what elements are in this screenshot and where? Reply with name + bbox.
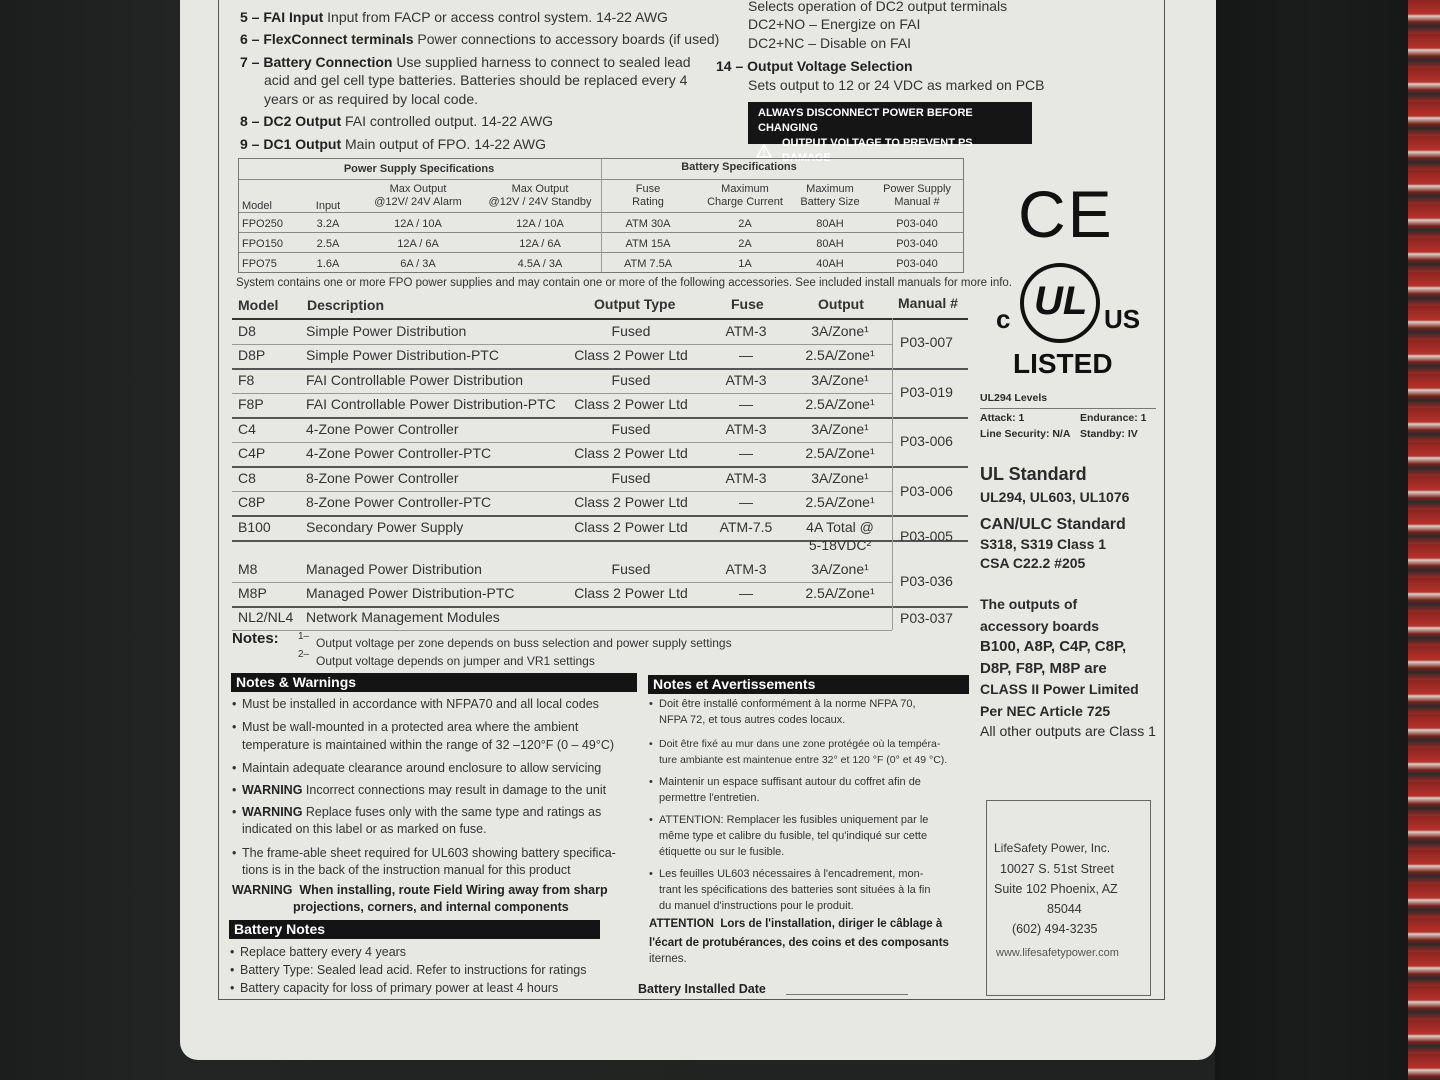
acc-row-separator [232, 515, 968, 517]
spec-cell-r1-c5: 2A [738, 238, 752, 250]
fr-bullet-5-cont: trant les spécifications des batteries sont situées à la fin [659, 884, 931, 896]
nw-warning-label-1: WARNING [242, 783, 303, 797]
spec-cell-r2-c0: FPO75 [242, 258, 277, 270]
spec-cell-r0-c6: 80AH [816, 218, 844, 230]
ul-standard-title: UL Standard [980, 464, 1087, 484]
spec-header-2: Max Output @12V/ 24V Alarm [374, 183, 462, 208]
acc-output-7: 2.5A/Zone¹ [805, 494, 875, 510]
spec-cell-r1-c7: P03-040 [896, 238, 938, 250]
acc-output-type-9: Fused [611, 561, 651, 577]
company-name: LifeSafety Power, Inc. [994, 841, 1111, 855]
nw-bullet-5-text: Replace fuses only with the same type and ratings as [305, 805, 602, 819]
ul-listed-label: LISTED [1013, 348, 1113, 379]
spec-cell-r2-c2: 6A / 3A [400, 258, 436, 270]
ul-standard-list: UL294, UL603, UL1076 [980, 489, 1130, 505]
nw-bullet-4 [242, 781, 606, 799]
nw-bullet-1: • Must be installed in accordance with NFPA70 and all local codes [242, 695, 599, 713]
fr-attention-cont-2: iternes. [649, 953, 687, 965]
warning-line-2: OUTPUT VOLTAGE TO PREVENT PS DAMAGE [781, 137, 973, 164]
circuit-board-edge [1408, 0, 1440, 1080]
outputs-note-5: CLASS II Power Limited [980, 681, 1139, 697]
spec-header-0: Model [242, 200, 272, 212]
acc-description-5: 4-Zone Power Controller-PTC [306, 445, 492, 461]
acc-description-6: 8-Zone Power Controller [306, 470, 459, 486]
acc-output-type-5: Class 2 Power Ltd [574, 445, 688, 461]
can-ulc-standard-title: CAN/ULC Standard [980, 516, 1126, 533]
nw-warning-label-2: WARNING [242, 805, 303, 819]
spec-cell-r1-c4: ATM 15A [625, 238, 671, 250]
battery-note-1: • Replace battery every 4 years [240, 943, 406, 961]
item-8 [240, 112, 553, 130]
acc-fuse-1: — [739, 347, 753, 363]
company-address-box [986, 800, 1151, 996]
spec-cell-r2-c7: P03-040 [896, 258, 938, 270]
battery-note-2: • Battery Type: Sealed lead acid. Refer to instructions for ratings [240, 961, 586, 979]
note-1-mark: 1– [298, 631, 310, 642]
acc-model-0: D8 [238, 323, 256, 339]
acc-model-5: C4P [238, 445, 266, 461]
acc-output-2: 3A/Zone¹ [811, 372, 869, 388]
spec-cell-r2-c4: ATM 7.5A [623, 258, 673, 270]
acc-manual-4: P03-005 [900, 528, 953, 544]
acc-output-10: 2.5A/Zone¹ [805, 585, 875, 601]
acc-description-8: Secondary Power Supply [306, 519, 464, 535]
acc-header-rule [232, 318, 968, 320]
company-address-1: 10027 S. 51st Street [1000, 862, 1114, 876]
spec-cell-r1-c3: 12A / 6A [519, 238, 561, 250]
fr-bullet-4-cont-2: étiquette ou sur le fusible. [659, 846, 785, 858]
item-5-num: 5 – [240, 9, 260, 25]
item-9 [240, 135, 546, 153]
company-phone: (602) 494-3235 [1012, 922, 1098, 936]
acc-fuse-0: ATM-3 [725, 323, 767, 339]
acc-row-separator [232, 630, 892, 631]
can-ulc-standard-2: CSA C22.2 #205 [980, 555, 1086, 571]
item-14-title: 14 – Output Voltage Selection [716, 58, 913, 74]
nw-bullet-6: • The frame-able sheet required for UL603 showing battery specifica- [242, 844, 616, 862]
spec-header-5: Maximum Charge Current [707, 183, 783, 208]
item-7-text-3: years or as required by local code. [264, 91, 478, 107]
spec-cell-r2-c5: 1A [738, 258, 752, 270]
ul294-endurance: Endurance: 1 [1080, 412, 1147, 424]
fr-bullet-2: • Doit être fixé au mur dans une zone protégée où la tempéra- [659, 737, 940, 751]
item-7-text-2: acid and gel cell type batteries. Batteries should be replaced every 4 [264, 72, 688, 88]
dc2-operation-text: Selects operation of DC2 output terminals [748, 0, 1008, 14]
acc-manual-6: P03-037 [900, 610, 953, 626]
acc-fuse-6: ATM-3 [725, 470, 767, 486]
nw-bullet-2: • Must be wall-mounted in a protected area where the ambient [242, 718, 578, 736]
acc-manual-1: P03-019 [900, 384, 953, 400]
spec-cell-r2-c1: 1.6A [316, 258, 340, 270]
outputs-note-4: D8P, F8P, M8P are [980, 660, 1107, 677]
outputs-note-3: B100, A8P, C4P, C8P, [980, 638, 1127, 655]
acc-description-10: Managed Power Distribution-PTC [306, 585, 515, 601]
nw-warning-label-3: WARNING [232, 883, 293, 897]
acc-row-separator [232, 442, 892, 443]
acc-model-1: D8P [238, 347, 266, 363]
acc-description-2: FAI Controllable Power Distribution [306, 372, 524, 388]
warning-line-1: ALWAYS DISCONNECT POWER BEFORE CHANGING [758, 107, 973, 134]
acc-row-separator [232, 582, 892, 583]
acc-manual-2: P03-006 [900, 433, 953, 449]
acc-output-type-8: Class 2 Power Ltd [574, 519, 688, 535]
spec-header-4: Fuse Rating [632, 183, 664, 208]
acc-manual-3: P03-006 [900, 483, 953, 499]
battery-installed-date-label: Battery Installed Date [638, 982, 766, 996]
item-7-title: Battery Connection [263, 54, 393, 70]
note-2-text: Output voltage depends on jumper and VR1 settings [316, 654, 595, 668]
item-8-text: FAI controlled output. 14-22 AWG [345, 113, 554, 129]
acc-row-separator [232, 417, 968, 419]
dc2-no-text: DC2+NO – Energize on FAI [748, 16, 921, 32]
spec-cell-r0-c1: 3.2A [316, 218, 340, 230]
warning-triangle-icon [756, 144, 772, 158]
spec-cell-r1-c0: FPO150 [242, 238, 283, 250]
spec-cell-r0-c4: ATM 30A [625, 218, 671, 230]
system-note: System contains one or more FPO power supplies and may contain one or more of the following accessories. See included install manuals for more info. [236, 277, 1012, 289]
acc-fuse-9: ATM-3 [725, 561, 767, 577]
note-2-mark: 2– [298, 649, 310, 660]
spec-cell-r1-c1: 2.5A [316, 238, 340, 250]
nw-field-wiring-cont: projections, corners, and internal components [293, 900, 569, 914]
item-9-title: DC1 Output [263, 136, 342, 152]
company-address-2: Suite 102 Phoenix, AZ [994, 882, 1118, 896]
acc-output-5: 2.5A/Zone¹ [805, 445, 875, 461]
spec-cell-r0-c0: FPO250 [242, 218, 283, 230]
nw-bullet-2-cont: temperature is maintained within the range of 32 –120°F (0 – 49°C) [242, 738, 615, 752]
acc-output-3: 2.5A/Zone¹ [805, 396, 875, 412]
acc-model-8: B100 [238, 519, 271, 535]
acc-row-separator [232, 466, 968, 468]
nw-bullet-3: • Maintain adequate clearance around enclosure to allow servicing [242, 759, 601, 777]
outputs-note-1: The outputs of [980, 596, 1078, 612]
fr-bullet-3: • Maintenir un espace suffisant autour du coffret afin de [659, 775, 921, 789]
acc-output-type-6: Fused [611, 470, 651, 486]
acc-output-type-1: Class 2 Power Ltd [574, 347, 688, 363]
acc-output-8: 4A Total @ [806, 519, 874, 535]
spec-cell-r0-c2: 12A / 10A [394, 218, 442, 230]
item-14-text: Sets output to 12 or 24 VDC as marked on PCB [748, 77, 1045, 93]
spec-cell-r0-c3: 12A / 10A [516, 218, 564, 230]
battery-installed-date-line [786, 994, 908, 995]
spec-table [238, 158, 964, 273]
item-7 [240, 53, 691, 71]
acc-output-type-3: Class 2 Power Ltd [574, 396, 688, 412]
battery-note-3: • Battery capacity for loss of primary power at least 4 hours [240, 979, 558, 997]
item-9-text: Main output of FPO. 14-22 AWG [345, 136, 547, 152]
acc-output-4: 3A/Zone¹ [811, 421, 869, 437]
ul-c-label: c [996, 304, 1011, 334]
nw-bullet-6-cont: tions is in the back of the instruction manual for this product [242, 863, 571, 877]
fr-attention-cont: l'écart de protubérances, des coins et des composants [649, 937, 949, 949]
ul294-attack: Attack: 1 [980, 412, 1025, 424]
ul-mark-text: UL [1034, 279, 1088, 323]
acc-header-fuse: Fuse [731, 296, 764, 312]
item-6-text: Power connections to accessory boards (if used) [417, 31, 720, 47]
ul294-standby: Standby: IV [1080, 428, 1138, 440]
acc-header-output-type: Output Type [594, 296, 676, 312]
spec-group-battery: Battery Specifications [681, 161, 797, 173]
outputs-note-2: accessory boards [980, 618, 1100, 634]
acc-output-1: 2.5A/Zone¹ [805, 347, 875, 363]
acc-model-4: C4 [238, 421, 256, 437]
nw-bullet-5 [242, 803, 601, 821]
item-7-num: 7 – [240, 54, 260, 70]
voltage-warning-box [748, 102, 1032, 164]
spec-header-6: Maximum Battery Size [800, 183, 860, 208]
notes-warnings-header: Notes & Warnings [231, 673, 637, 692]
nw-bullet-4-text: Incorrect connections may result in damage to the unit [305, 783, 607, 797]
item-6-num: 6 – [240, 31, 260, 47]
fr-attention [649, 917, 942, 931]
fr-bullet-5: • Les feuilles UL603 nécessaires à l'encadrement, mon- [659, 867, 923, 881]
nw-bullet-5-cont: indicated on this label or as marked on fuse. [242, 822, 487, 836]
acc-output-type-7: Class 2 Power Ltd [574, 494, 688, 510]
item-7-text: Use supplied harness to connect to sealed lead [396, 54, 691, 70]
item-5 [240, 8, 668, 26]
can-ulc-standard-1: S318, S319 Class 1 [980, 536, 1107, 552]
fr-bullet-5-cont-2: du manuel d'instructions pour le produit. [659, 900, 854, 912]
spec-cell-r1-c2: 12A / 6A [397, 238, 439, 250]
acc-output-0: 3A/Zone¹ [811, 323, 869, 339]
spec-cell-r0-c5: 2A [738, 218, 752, 230]
acc-header-model: Model [238, 297, 279, 313]
acc-fuse-3: — [739, 396, 753, 412]
fr-bullet-2-cont: ture ambiante est maintenue entre 32° et 120 °F (0° et 49 °C). [659, 754, 948, 766]
acc-model-6: C8 [238, 470, 256, 486]
spec-header-3: Max Output @12V / 24V Standby [488, 183, 592, 208]
acc-output-type-0: Fused [611, 323, 651, 339]
fr-attention-label: ATTENTION [649, 918, 714, 930]
acc-model-7: C8P [238, 494, 266, 510]
item-5-text: Input from FACP or access control system. 14-22 AWG [327, 9, 668, 25]
ce-mark-icon: CE [1018, 177, 1114, 251]
acc-header-manual: Manual # [898, 295, 958, 311]
item-8-title: DC2 Output [263, 113, 342, 129]
fr-bullet-4: • ATTENTION: Remplacer les fusibles uniquement par le [659, 813, 928, 827]
acc-description-11: Network Management Modules [306, 609, 500, 625]
item-8-num: 8 – [240, 113, 260, 129]
acc-fuse-8: ATM-7.5 [719, 519, 773, 535]
acc-output-6: 3A/Zone¹ [811, 470, 869, 486]
acc-model-11: NL2/NL4 [238, 609, 294, 625]
spec-header-7: Power Supply Manual # [883, 183, 951, 208]
acc-model-10: M8P [238, 585, 267, 601]
dc2-nc-text: DC2+NC – Disable on FAI [748, 35, 912, 51]
outputs-note-7: All other outputs are Class 1 [980, 723, 1156, 739]
acc-fuse-5: — [739, 445, 753, 461]
item-5-title: FAI Input [263, 9, 324, 25]
ul294-line-security: Line Security: N/A [980, 428, 1071, 440]
acc-manual-0: P03-007 [900, 334, 953, 350]
outputs-note-6: Per NEC Article 725 [980, 703, 1111, 719]
notes-label: Notes: [232, 630, 279, 647]
acc-output-9: 3A/Zone¹ [811, 561, 869, 577]
spec-cell-r1-c6: 80AH [816, 238, 844, 250]
ul294-levels-title: UL294 Levels [980, 392, 1048, 404]
note-1-text: Output voltage per zone depends on buss selection and power supply settings [316, 636, 732, 650]
battery-notes-header: Battery Notes [229, 920, 600, 939]
fr-bullet-1: • Doit être installé conformément à la norme NFPA 70, [659, 697, 916, 711]
acc-row-separator [232, 393, 892, 394]
acc-row-separator [232, 491, 892, 492]
acc-description-1: Simple Power Distribution-PTC [306, 347, 499, 363]
enclosure-door-edge [1215, 0, 1415, 1080]
acc-manual-column-divider [892, 318, 893, 630]
spec-cell-r0-c7: P03-040 [896, 218, 938, 230]
acc-row-separator [232, 368, 968, 370]
fr-bullet-1-cont: NFPA 72, et tous autres codes locaux. [659, 714, 846, 726]
acc-description-4: 4-Zone Power Controller [306, 421, 459, 437]
acc-header-output: Output [818, 296, 864, 312]
item-6 [240, 30, 719, 48]
nw-field-wiring [232, 881, 608, 899]
acc-description-7: 8-Zone Power Controller-PTC [306, 494, 492, 510]
acc-output-type-4: Fused [611, 421, 651, 437]
acc-output-type-10: Class 2 Power Ltd [574, 585, 688, 601]
spec-cell-r2-c6: 40AH [816, 258, 844, 270]
acc-output-type-2: Fused [611, 372, 651, 388]
acc-manual-5: P03-036 [900, 573, 953, 589]
acc-model-9: M8 [238, 561, 258, 577]
acc-fuse-2: ATM-3 [725, 372, 767, 388]
company-zip: 85044 [1047, 902, 1082, 916]
fr-bullet-4-cont: même type et calibre du fusible, tel qu'indiqué sur cette [659, 830, 928, 842]
item-9-num: 9 – [240, 136, 260, 152]
fr-attention-text: Lors de l'installation, diriger le câblage à [720, 918, 943, 930]
nw-field-wiring-text: When installing, route Field Wiring away from sharp [299, 883, 608, 897]
acc-description-9: Managed Power Distribution [306, 561, 482, 577]
ul294-rule [980, 408, 1156, 409]
acc-fuse-10: — [739, 585, 753, 601]
acc-description-3: FAI Controllable Power Distribution-PTC [306, 396, 556, 412]
acc-output-b100-line2: 5-18VDC² [808, 537, 872, 553]
spec-header-1: Input [315, 200, 341, 212]
ul-us-label: US [1104, 304, 1141, 334]
spec-group-power: Power Supply Specifications [343, 163, 495, 175]
acc-row-separator [232, 344, 892, 345]
acc-header-description: Description [307, 297, 385, 313]
company-website: www.lifesafetypower.com [996, 947, 1119, 959]
acc-model-3: F8P [238, 396, 264, 412]
acc-fuse-4: ATM-3 [725, 421, 767, 437]
acc-model-2: F8 [238, 372, 255, 388]
acc-description-0: Simple Power Distribution [306, 323, 467, 339]
item-6-title: FlexConnect terminals [263, 31, 414, 47]
spec-cell-r2-c3: 4.5A / 3A [517, 258, 563, 270]
acc-fuse-7: — [739, 494, 753, 510]
fr-bullet-3-cont: permettre l'entretien. [659, 792, 760, 804]
notes-fr-header: Notes et Avertissements [648, 675, 969, 694]
